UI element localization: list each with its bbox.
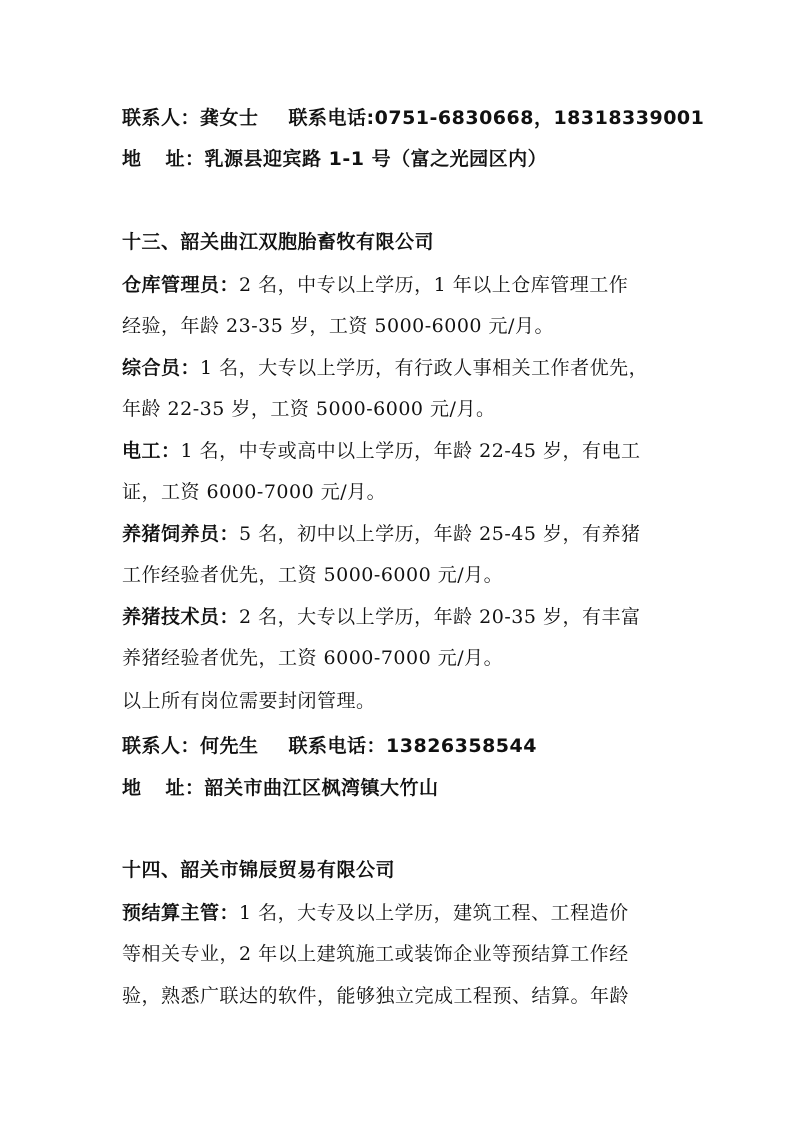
address-label-a: 地 [122, 777, 142, 799]
address-value: 乳源县迎宾路 1-1 号（富之光园区内） [204, 148, 548, 170]
section-13-heading: 十三、韶关曲江双胞胎畜牧有限公司 [122, 231, 435, 253]
closed-management-note: 以上所有岗位需要封闭管理。 [122, 690, 376, 712]
contact-name: 何先生 [200, 735, 259, 757]
phone-label: 联系电话: [288, 107, 375, 129]
job-feeder-line2: 工作经验者优先，工资 5000-6000 元/月。 [122, 564, 504, 586]
address-label-a: 地 [122, 148, 142, 170]
address-value: 韶关市曲江区枫湾镇大竹山 [204, 777, 439, 799]
job-detail: 1 名，大专以上学历，有行政人事相关工作者优先， [200, 357, 649, 379]
job-detail: 1 名，大专及以上学历，建筑工程、工程造价 [239, 902, 629, 924]
job-title: 养猪饲养员： [122, 523, 240, 545]
job-general-line2: 年龄 22-35 岁，工资 5000-6000 元/月。 [122, 398, 496, 420]
address-line-qujiang [122, 776, 702, 800]
job-title: 电工： [122, 440, 181, 462]
job-feeder-line1 [122, 522, 702, 546]
job-technician-line2: 养猪经验者优先，工资 6000-7000 元/月。 [122, 647, 504, 669]
job-title: 综合员： [122, 357, 201, 379]
job-electrician-line2: 证，工资 6000-7000 元/月。 [122, 481, 387, 503]
job-general-line1 [122, 356, 702, 380]
phone-label: 联系电话： [288, 735, 387, 757]
job-detail: 5 名，初中以上学历，年龄 25-45 岁，有养猪 [239, 523, 641, 545]
job-technician-line1 [122, 605, 702, 629]
phone-value: 13826358544 [386, 735, 537, 757]
contact-label: 联系人： [122, 735, 201, 757]
job-electrician-line1 [122, 439, 702, 463]
job-budget-line1 [122, 901, 702, 925]
job-detail: 1 名，中专或高中以上学历，年龄 22-45 岁，有电工 [180, 440, 641, 462]
job-warehouse-line1 [122, 273, 702, 297]
job-detail: 2 名，大专以上学历，年龄 20-35 岁，有丰富 [239, 606, 641, 628]
job-warehouse-line2: 经验，年龄 23-35 岁，工资 5000-6000 元/月。 [122, 315, 554, 337]
address-label-b: 址： [165, 777, 205, 799]
job-title: 仓库管理员： [122, 274, 240, 296]
contact-line-he [122, 734, 702, 758]
job-detail: 2 名，中专以上学历，1 年以上仓库管理工作 [239, 274, 629, 296]
job-budget-line3: 验，熟悉广联达的软件，能够独立完成工程预、结算。年龄 [122, 985, 630, 1007]
job-budget-line2: 等相关专业，2 年以上建筑施工或装饰企业等预结算工作经 [122, 943, 629, 965]
address-label-b: 址： [165, 148, 205, 170]
job-title: 预结算主管： [122, 902, 240, 924]
contact-line-gong [122, 106, 705, 130]
phone-value: 0751-6830668，18318339001 [374, 107, 705, 129]
job-title: 养猪技术员： [122, 606, 240, 628]
section-14-heading: 十四、韶关市锦辰贸易有限公司 [122, 859, 396, 881]
contact-name: 龚女士 [200, 107, 259, 129]
contact-label: 联系人： [122, 107, 201, 129]
address-line-ruyuan [122, 147, 702, 171]
